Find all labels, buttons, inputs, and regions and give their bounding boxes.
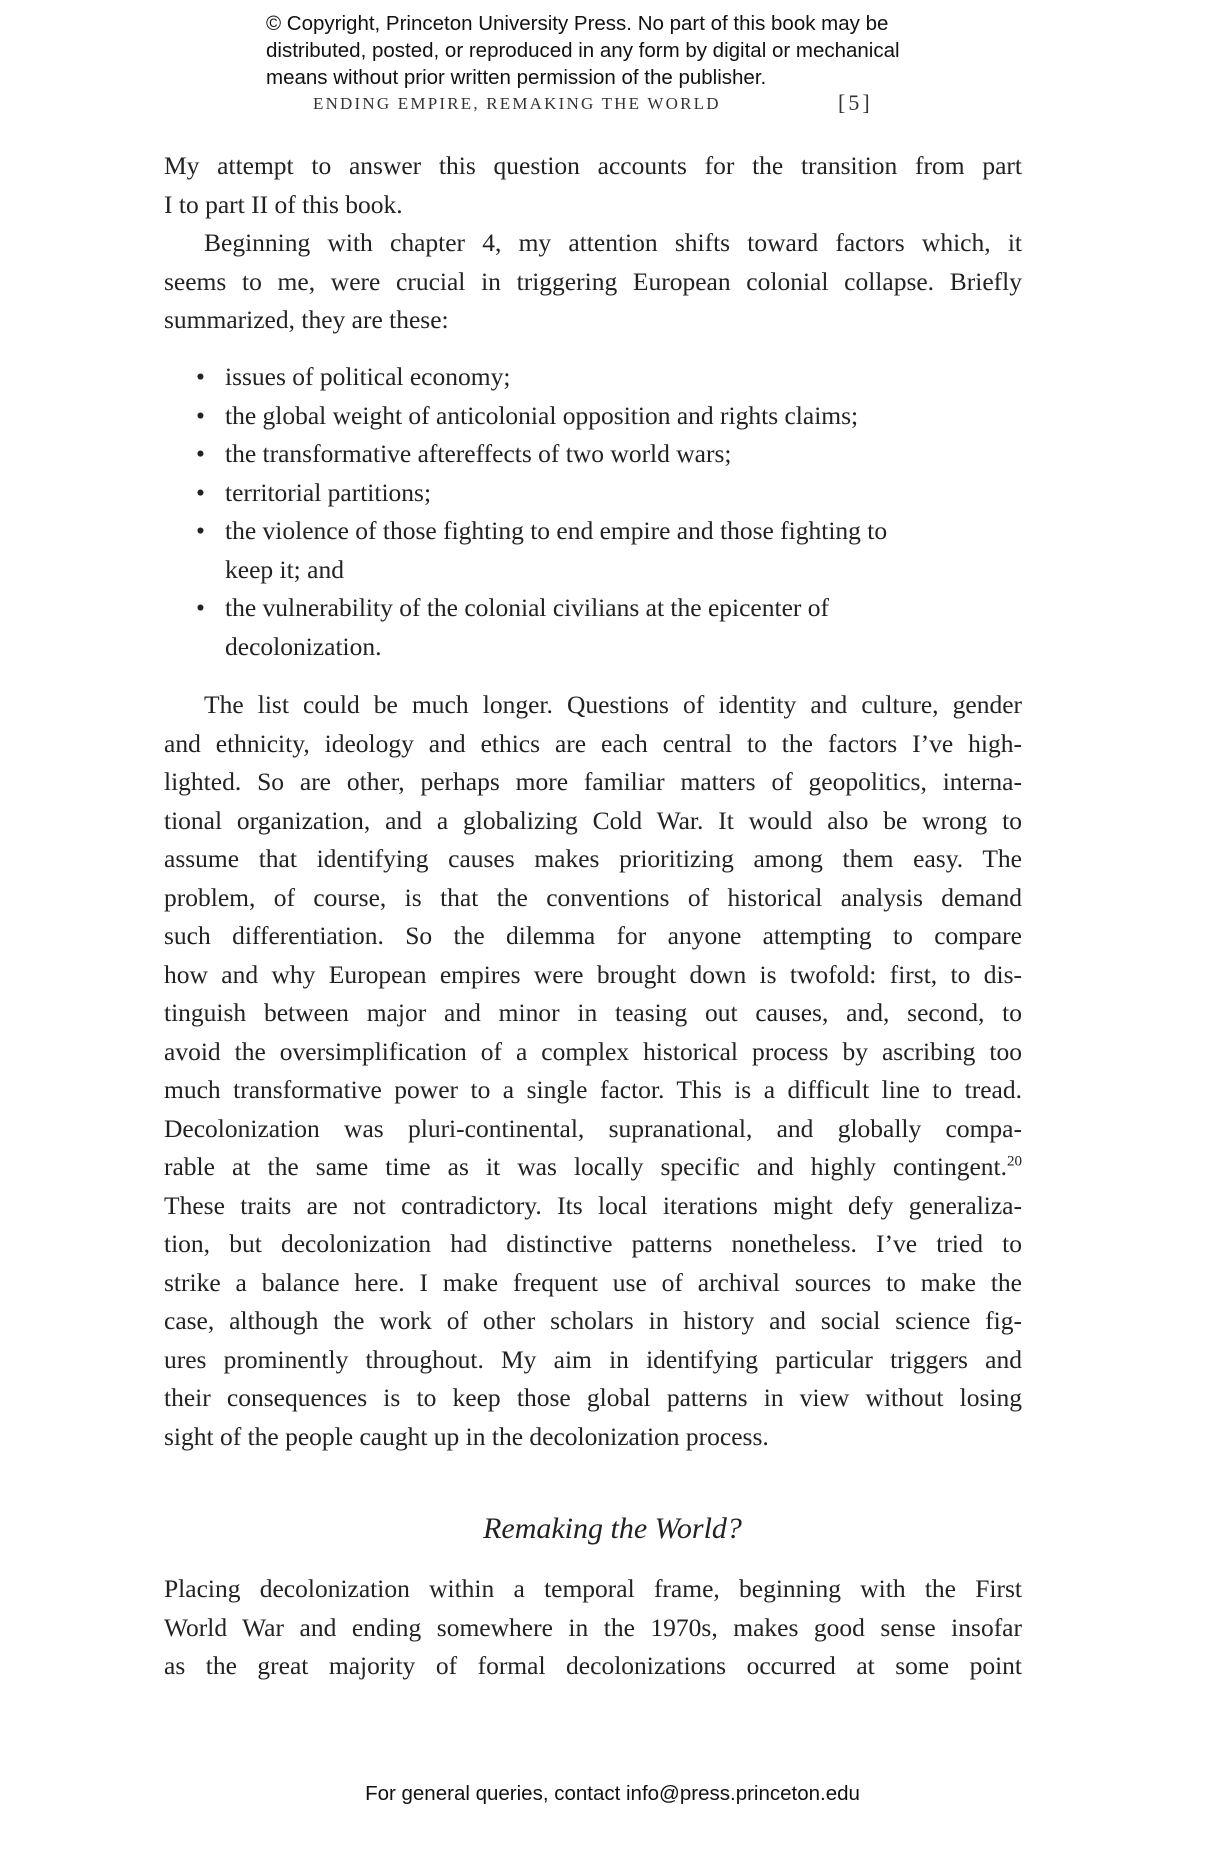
text-line: problem, of course, is that the conventions of historical analysis demand — [164, 882, 1022, 912]
body-text-top — [164, 147, 1022, 340]
text-line: These traits are not contradictory. Its local iterations might defy generaliza- — [164, 1190, 1022, 1220]
running-head: ENDING EMPIRE, REMAKING THE WORLD — [313, 94, 721, 113]
text-line: much transformative power to a single factor. This is a difficult line to tread. — [164, 1075, 1022, 1104]
list-item-text: the violence of those fighting to end empire and those fighting to — [225, 516, 888, 545]
copyright-line: distributed, posted, or reproduced in any form by digital or mechanical — [266, 39, 900, 62]
text-line: Placing decolonization within a temporal frame, beginning with the First — [164, 1574, 1022, 1603]
list-item-text: the vulnerability of the colonial civilians at the epicenter of — [225, 593, 829, 622]
text-line: World War and ending somewhere in the 1970s, makes good sense insofar — [164, 1612, 1022, 1642]
text-line: Decolonization was pluri-continental, supranational, and globally compa- — [164, 1113, 1022, 1143]
list-item-text: the global weight of anticolonial opposition and rights claims; — [225, 400, 859, 430]
copyright-line: means without prior written permission of the publisher. — [266, 66, 767, 89]
body-paragraph — [164, 686, 1022, 1456]
text-line: such differentiation. So the dilemma for anyone attempting to compare — [164, 921, 1022, 950]
copyright-line: © Copyright, Princeton University Press. No part of this book may be — [266, 12, 889, 35]
bullet-icon: • — [196, 593, 205, 622]
text-line — [164, 1148, 1022, 1187]
bullet-list — [164, 358, 1022, 666]
list-item — [164, 435, 1022, 474]
list-item-text: territorial partitions; — [225, 477, 432, 507]
body-paragraph — [164, 1570, 1022, 1686]
list-item — [164, 512, 1022, 589]
bullet-icon: • — [196, 400, 205, 430]
text-line: summarized, they are these: — [164, 305, 449, 334]
text-line: as the great majority of formal decolonizations occurred at some point — [164, 1651, 1022, 1680]
list-item-text: keep it; and — [225, 554, 344, 584]
text-line: sight of the people caught up in the decolonization process. — [164, 1421, 769, 1451]
list-item-text: the transformative aftereffects of two world wars; — [225, 439, 732, 468]
copyright-notice — [266, 10, 900, 91]
text-line: I to part II of this book. — [164, 189, 403, 219]
text-line: seems to me, were crucial in triggering European colonial collapse. Briefly — [164, 266, 1022, 296]
text-line: avoid the oversimplification of a complex historical process by ascribing too — [164, 1036, 1022, 1066]
text-line: Beginning with chapter 4, my attention shifts toward factors which, it — [204, 228, 1022, 257]
list-item-text: decolonization. — [225, 631, 382, 661]
text-line: case, although the work of other scholars in history and social science fig- — [164, 1306, 1022, 1335]
footer-contact: For general queries, contact info@press.princeton.edu — [365, 1782, 860, 1805]
bullet-icon: • — [196, 516, 205, 545]
text-line: and ethnicity, ideology and ethics are each central to the factors I’ve high- — [164, 728, 1022, 758]
bullet-icon: • — [196, 477, 205, 507]
text-line: strike a balance here. I make frequent use of archival sources to make the — [164, 1267, 1022, 1297]
text-line: assume that identifying causes makes prioritizing among them easy. The — [164, 844, 1022, 873]
text-line: how and why European empires were brought down is twofold: first, to dis- — [164, 959, 1022, 989]
list-item — [164, 397, 1022, 436]
bullet-icon: • — [196, 362, 205, 391]
text-line: lighted. So are other, perhaps more familiar matters of geopolitics, interna- — [164, 767, 1022, 796]
bullet-icon: • — [196, 439, 205, 468]
text-line: their consequences is to keep those global patterns in view without losing — [164, 1383, 1022, 1412]
footnote-reference[interactable]: 20 — [1007, 1153, 1022, 1170]
text-line: My attempt to answer this question accounts for the transition from part — [164, 151, 1022, 180]
list-item — [164, 358, 1022, 397]
text-line: tion, but decolonization had distinctive patterns nonetheless. I’ve tried to — [164, 1229, 1022, 1258]
list-item — [164, 589, 1022, 666]
text-line-content: rable at the same time as it was locally specific and highly contingent. — [164, 1152, 1007, 1181]
text-line: tinguish between major and minor in teasing out causes, and, second, to — [164, 998, 1022, 1027]
text-line: tional organization, and a globalizing Cold War. It would also be wrong to — [164, 805, 1022, 835]
page-number: [5] — [838, 90, 873, 115]
text-line: The list could be much longer. Questions of identity and culture, gender — [204, 690, 1022, 719]
list-item — [164, 474, 1022, 513]
section-heading: Remaking the World? — [483, 1512, 742, 1545]
list-item-text: issues of political economy; — [225, 362, 511, 391]
text-line: ures prominently throughout. My aim in identifying particular triggers and — [164, 1344, 1022, 1374]
